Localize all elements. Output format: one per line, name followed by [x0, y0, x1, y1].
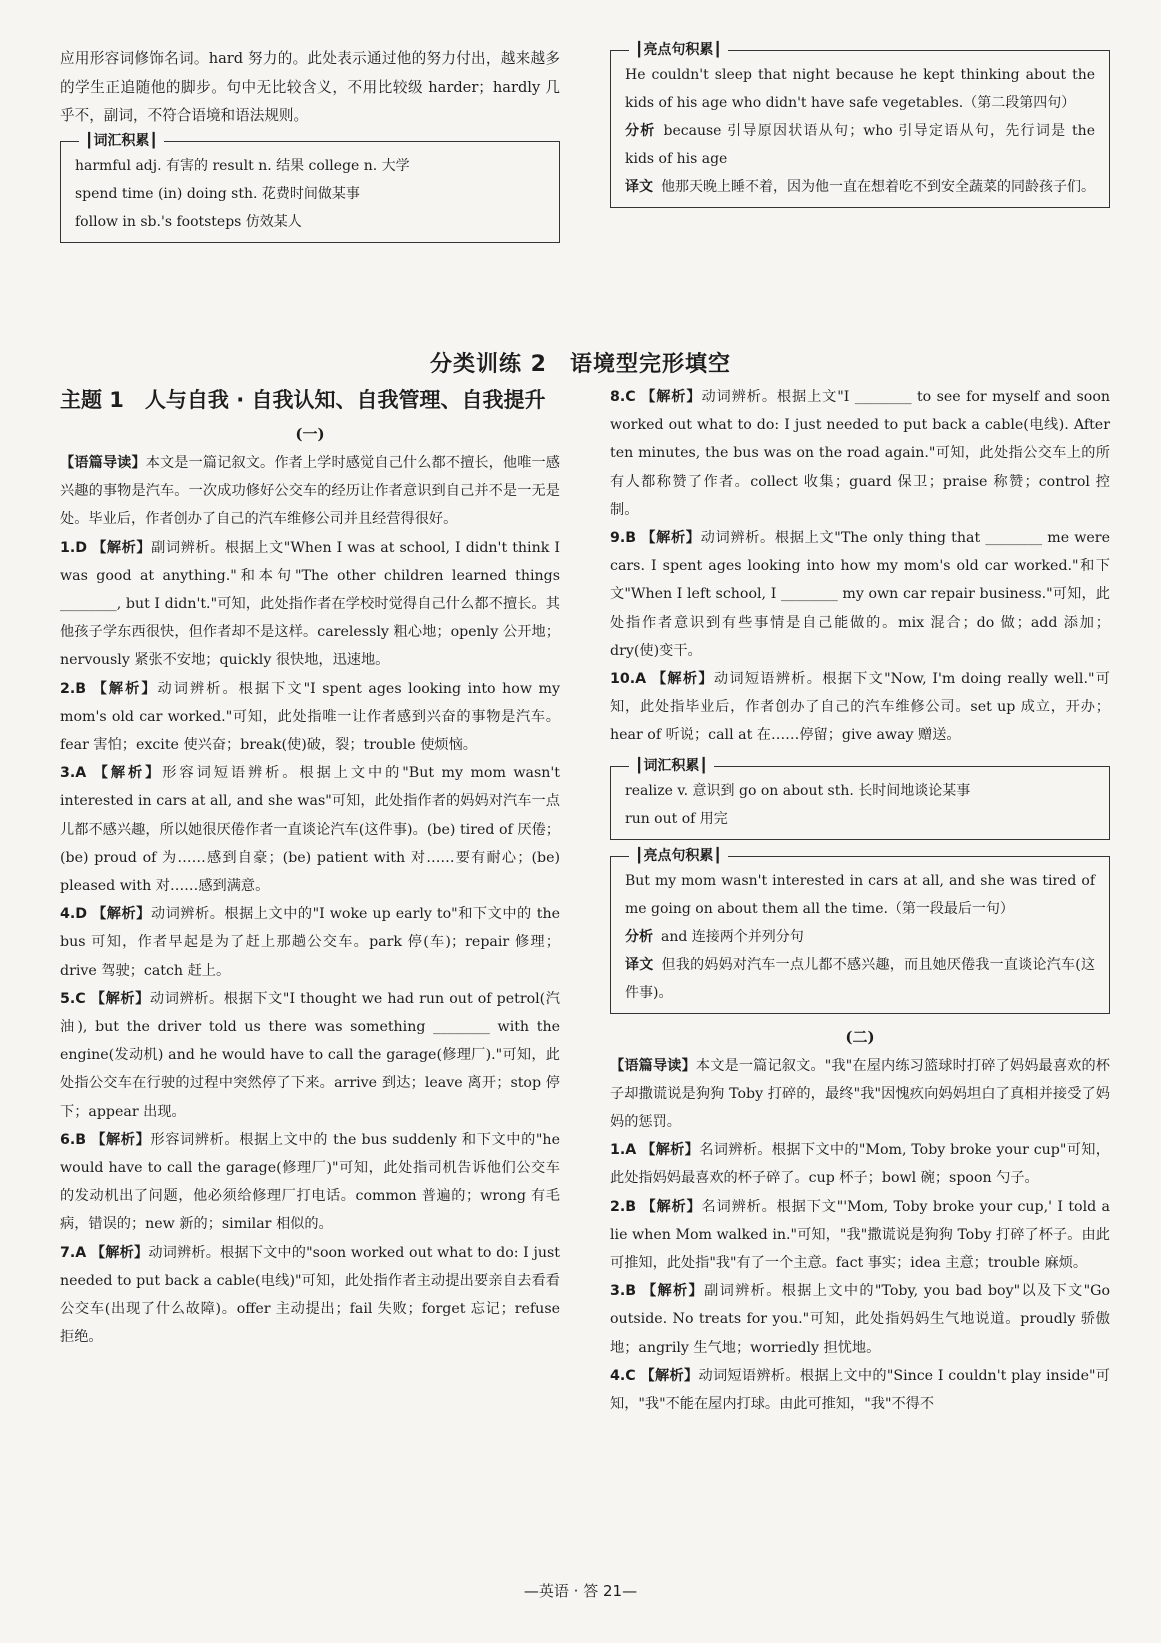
- answer-number: 4.D: [60, 906, 88, 923]
- answer-text: 名词辨析。根据下文"'Mom, Toby broke your cup,' I told a lie when Mom walked in."可知，"我"撒谎说是狗狗 Toby 打碎了杯子。由此可推知，此处指"我"有了一个主意。fact 事实；idea 主意；trouble 麻烦。: [610, 1198, 1110, 1272]
- analysis-tag: 【解析】: [90, 1244, 149, 1261]
- analysis-tag: 【解析】: [92, 680, 158, 697]
- answer-number: 1.D: [60, 539, 88, 556]
- passage-1-number: (一): [295, 425, 325, 443]
- right-column-top: [610, 42, 1110, 214]
- analysis-label: 分析: [625, 123, 656, 139]
- highlight-sentence: But my mom wasn't interested in cars at all, and she was tired of me going on about them all the time.（第一段最后一句）: [625, 872, 1095, 917]
- answer-item: [610, 1277, 1110, 1362]
- answer-item: [610, 1136, 1110, 1192]
- answer-text: 动词辨析。根据下文中的"soon worked out what to do: I just needed to put back a cable(电线)"可知，此处指作者主动提出要亲自去看看公交车(出现了什么故障)。offer 主动提出；fail 失败；forget 忘记；refuse 拒绝。: [60, 1244, 560, 1346]
- translation-label: 译文: [625, 179, 653, 195]
- answer-text: 动词辨析。根据上文"I ________ to see for myself and soon worked out what to do: I just needed to put back a cable(电线). After ten minutes, the bus was on the road again."可知，此处指公交车上的所有人都称赞了作者。collect 收集；guard 保卫；praise 称赞；control 控制。: [610, 389, 1111, 518]
- highlight-box-2-title: ┃ 亮点句积累 ┃: [629, 846, 728, 866]
- guide-text: 本文是一篇记叙文。作者上学时感觉自己什么都不擅长，他唯一感兴趣的事物是汽车。一次成功修好公交车的经历让作者意识到自己并不是一无是处。毕业后，作者创办了自己的汽车维修公司并且经营得很好。: [60, 455, 560, 528]
- vocab-row: harmful adj. 有害的 result n. 结果 college n. 大学: [75, 157, 410, 174]
- guide-tag: 【语篇导读】: [610, 1057, 696, 1074]
- vocab-row: realize v. 意识到 go on about sth. 长时间地谈论某事: [625, 782, 971, 799]
- highlight-box-1: [610, 42, 1110, 208]
- vocab-box-2-title: ┃ 词汇积累 ┃: [629, 756, 714, 776]
- translation-label: 译文: [625, 956, 654, 973]
- analysis-tag: 【解析】: [641, 389, 702, 405]
- answer-number: 6.B: [60, 1131, 87, 1148]
- vocab-box-1-title: ┃ 词汇积累 ┃: [79, 131, 164, 151]
- passage-1-guide: [60, 449, 560, 534]
- analysis-text: because 引导原因状语从句；who 引导定语从句，先行词是 the kids of his age: [625, 123, 1095, 167]
- passage-2-guide: [610, 1052, 1110, 1137]
- analysis-tag: 【解析】: [641, 1142, 700, 1159]
- analysis-tag: 【解析】: [651, 671, 714, 688]
- answer-text: 副词辨析。根据上文中的"Toby, you bad boy"以及下文"Go outside. No treats for you."可知，此处指妈妈生气地说道。proudly 骄傲地；angrily 生气地；worriedly 担忧地。: [610, 1283, 1110, 1356]
- answer-item: [60, 1126, 560, 1239]
- answer-item: [610, 383, 1110, 524]
- answer-text: 形容词辨析。根据上文中的 the bus suddenly 和下文中的"he would have to call the garage(修理厂)"可知，此处指司机告诉他们公交车的发动机出了问题，他必须给修理厂打电话。common 普遍的；wrong 有毛病，错误的；new 新的；similar 相似的。: [60, 1131, 560, 1233]
- answer-item: [610, 665, 1110, 750]
- answer-item: [60, 759, 560, 900]
- answer-text: 形容词短语辨析。根据上文中的"But my mom wasn't interested in cars at all, and she was"可知，此处指作者的妈妈对汽车一点儿都不感兴趣，所以她很厌倦作者一直谈论汽车(这件事)。(be) tired of 厌倦；(be) proud of 为……感到自豪；(be) patient with 对……要有耐心；(be) pleased with 对……感到满意。: [60, 765, 560, 895]
- analysis-tag: 【解析】: [92, 539, 152, 556]
- answer-number: 9.B: [610, 530, 637, 547]
- vocab-row: follow in sb.'s footsteps 仿效某人: [75, 213, 302, 230]
- answer-item: [60, 675, 560, 760]
- answer-number: 4.C: [610, 1367, 636, 1384]
- answer-item: [60, 985, 560, 1126]
- answer-text: 动词短语辨析。根据下文"Now, I'm doing really well."可知，此处指毕业后，作者创办了自己的汽车维修公司。set up 成立，开办；hear of 听说；call at 在……停留；give away 赠送。: [610, 671, 1110, 744]
- highlight-box-1-title: ┃ 亮点句积累 ┃: [629, 40, 728, 60]
- answer-item: [610, 1193, 1110, 1278]
- answer-text: 动词辨析。根据上文中的"I woke up early to"和下文中的 the bus 可知，作者早起是为了赶上那趟公交车。park 停(车)；repair 修理；drive 驾驶；catch 赶上。: [60, 906, 560, 979]
- analysis-tag: 【解析】: [92, 906, 151, 923]
- right-column-main: [610, 383, 1110, 1418]
- answer-text: 名词辨析。根据下文中的"Mom, Toby broke your cup"可知，此处指妈妈最喜欢的杯子碎了。cup 杯子；bowl 碗；spoon 勺子。: [610, 1142, 1110, 1187]
- vocab-row: spend time (in) doing sth. 花费时间做某事: [75, 185, 360, 202]
- analysis-tag: 【解析】: [641, 1198, 702, 1215]
- analysis-tag: 【解析】: [91, 1131, 151, 1148]
- answer-item: [60, 534, 560, 675]
- analysis-label: 分析: [625, 928, 653, 945]
- answer-item: [610, 1362, 1110, 1418]
- translation-text: 他那天晚上睡不着，因为他一直在想着吃不到安全蔬菜的同龄孩子们。: [661, 179, 1095, 195]
- answer-number: 5.C: [60, 990, 86, 1007]
- passage-2-number: (二): [845, 1027, 875, 1046]
- translation-text: 但我的妈妈对汽车一点儿都不感兴趣，而且她厌倦我一直谈论汽车(这件事)。: [625, 956, 1096, 1001]
- carryover-paragraph: 应用形容词修饰名词。hard 努力的。此处表示通过他的努力付出，越来越多的学生正追随他的脚步。句中无比较含义，不用比较级 harder；hardly 几乎不，副词，不符合语境和语法规则。: [60, 50, 560, 125]
- answer-number: 2.B: [610, 1198, 637, 1215]
- answer-number: 10.A: [610, 671, 647, 688]
- highlight-sentence: He couldn't sleep that night because he kept thinking about the kids of his age who didn't have safe vegetables.（第二段第四句）: [625, 67, 1095, 111]
- vocab-row: run out of 用完: [625, 810, 728, 827]
- highlight-box-2: [610, 847, 1110, 1014]
- answer-item: [60, 900, 560, 985]
- analysis-text: and 连接两个并列分句: [661, 928, 804, 945]
- answer-text: 动词辨析。根据下文"I thought we had run out of petrol(汽油), but the driver told us there was something ________ with the engine(发动机) and he would have to call the garage(修理厂)."可知，此处指公交车在行驶的过程中突然停了下来。arrive 到达；leave 离开；stop 停下；appear 出现。: [60, 990, 560, 1120]
- analysis-tag: 【解析】: [93, 765, 163, 782]
- answer-number: 3.B: [610, 1283, 637, 1300]
- analysis-tag: 【解析】: [90, 990, 150, 1007]
- left-column-main: [60, 383, 560, 1352]
- page-footer: —英语 · 答 21—: [523, 1582, 638, 1600]
- answer-item: [610, 524, 1110, 665]
- answer-number: 1.A: [610, 1142, 637, 1159]
- left-column-top: [60, 45, 560, 249]
- answer-text: 副词辨析。根据上文"When I was at school, I didn't think I was good at anything."和本句"The other children learned things ________, but I didn't."可知，此处指作者在学校时觉得自己什么都不擅长。其他孩子学东西很快，但作者却不是这样。carelessly 粗心地；openly 公开地；nervously 紧张不安地；quickly 很快地，迅速地。: [60, 539, 560, 669]
- guide-text: 本文是一篇记叙文。"我"在屋内练习篮球时打碎了妈妈最喜欢的杯子却撒谎说是狗狗 Toby 打碎的，最终"我"因愧疚向妈妈坦白了真相并接受了妈妈的惩罚。: [610, 1057, 1110, 1131]
- answer-number: 2.B: [60, 680, 87, 697]
- answer-item: [60, 1239, 560, 1352]
- vocab-box-1: [60, 132, 560, 243]
- answer-number: 8.C: [610, 389, 636, 405]
- guide-tag: 【语篇导读】: [60, 455, 146, 471]
- vocab-box-2: [610, 757, 1110, 840]
- section-title: 分类训练 2 语境型完形填空: [430, 352, 731, 377]
- answer-number: 7.A: [60, 1244, 87, 1261]
- answer-text: 动词短语辨析。根据上文中的"Since I couldn't play inside"可知，"我"不能在屋内打球。由此可推知，"我"不得不: [610, 1367, 1110, 1413]
- analysis-tag: 【解析】: [640, 1367, 699, 1384]
- answer-number: 3.A: [60, 765, 87, 782]
- answer-text: 动词辨析。根据上文"The only thing that ________ me were cars. I spent ages looking into how my mom's old car worked."和下文"When I left school, I ________ my own car repair business."可知，此处指作者意识到有些事情是自己能做的。mix 混合；do 做；add 添加；dry(使)变干。: [610, 530, 1110, 659]
- answer-text: 动词辨析。根据下文"I spent ages looking into how my mom's old car worked."可知，此处指唯一让作者感到兴奋的事物是汽车。fear 害怕；excite 使兴奋；break(使)破，裂；trouble 使烦恼。: [60, 680, 560, 754]
- analysis-tag: 【解析】: [641, 1283, 705, 1300]
- analysis-tag: 【解析】: [641, 530, 701, 547]
- topic-title: 主题 1 人与自我 · 自我认知、自我管理、自我提升: [60, 388, 546, 412]
